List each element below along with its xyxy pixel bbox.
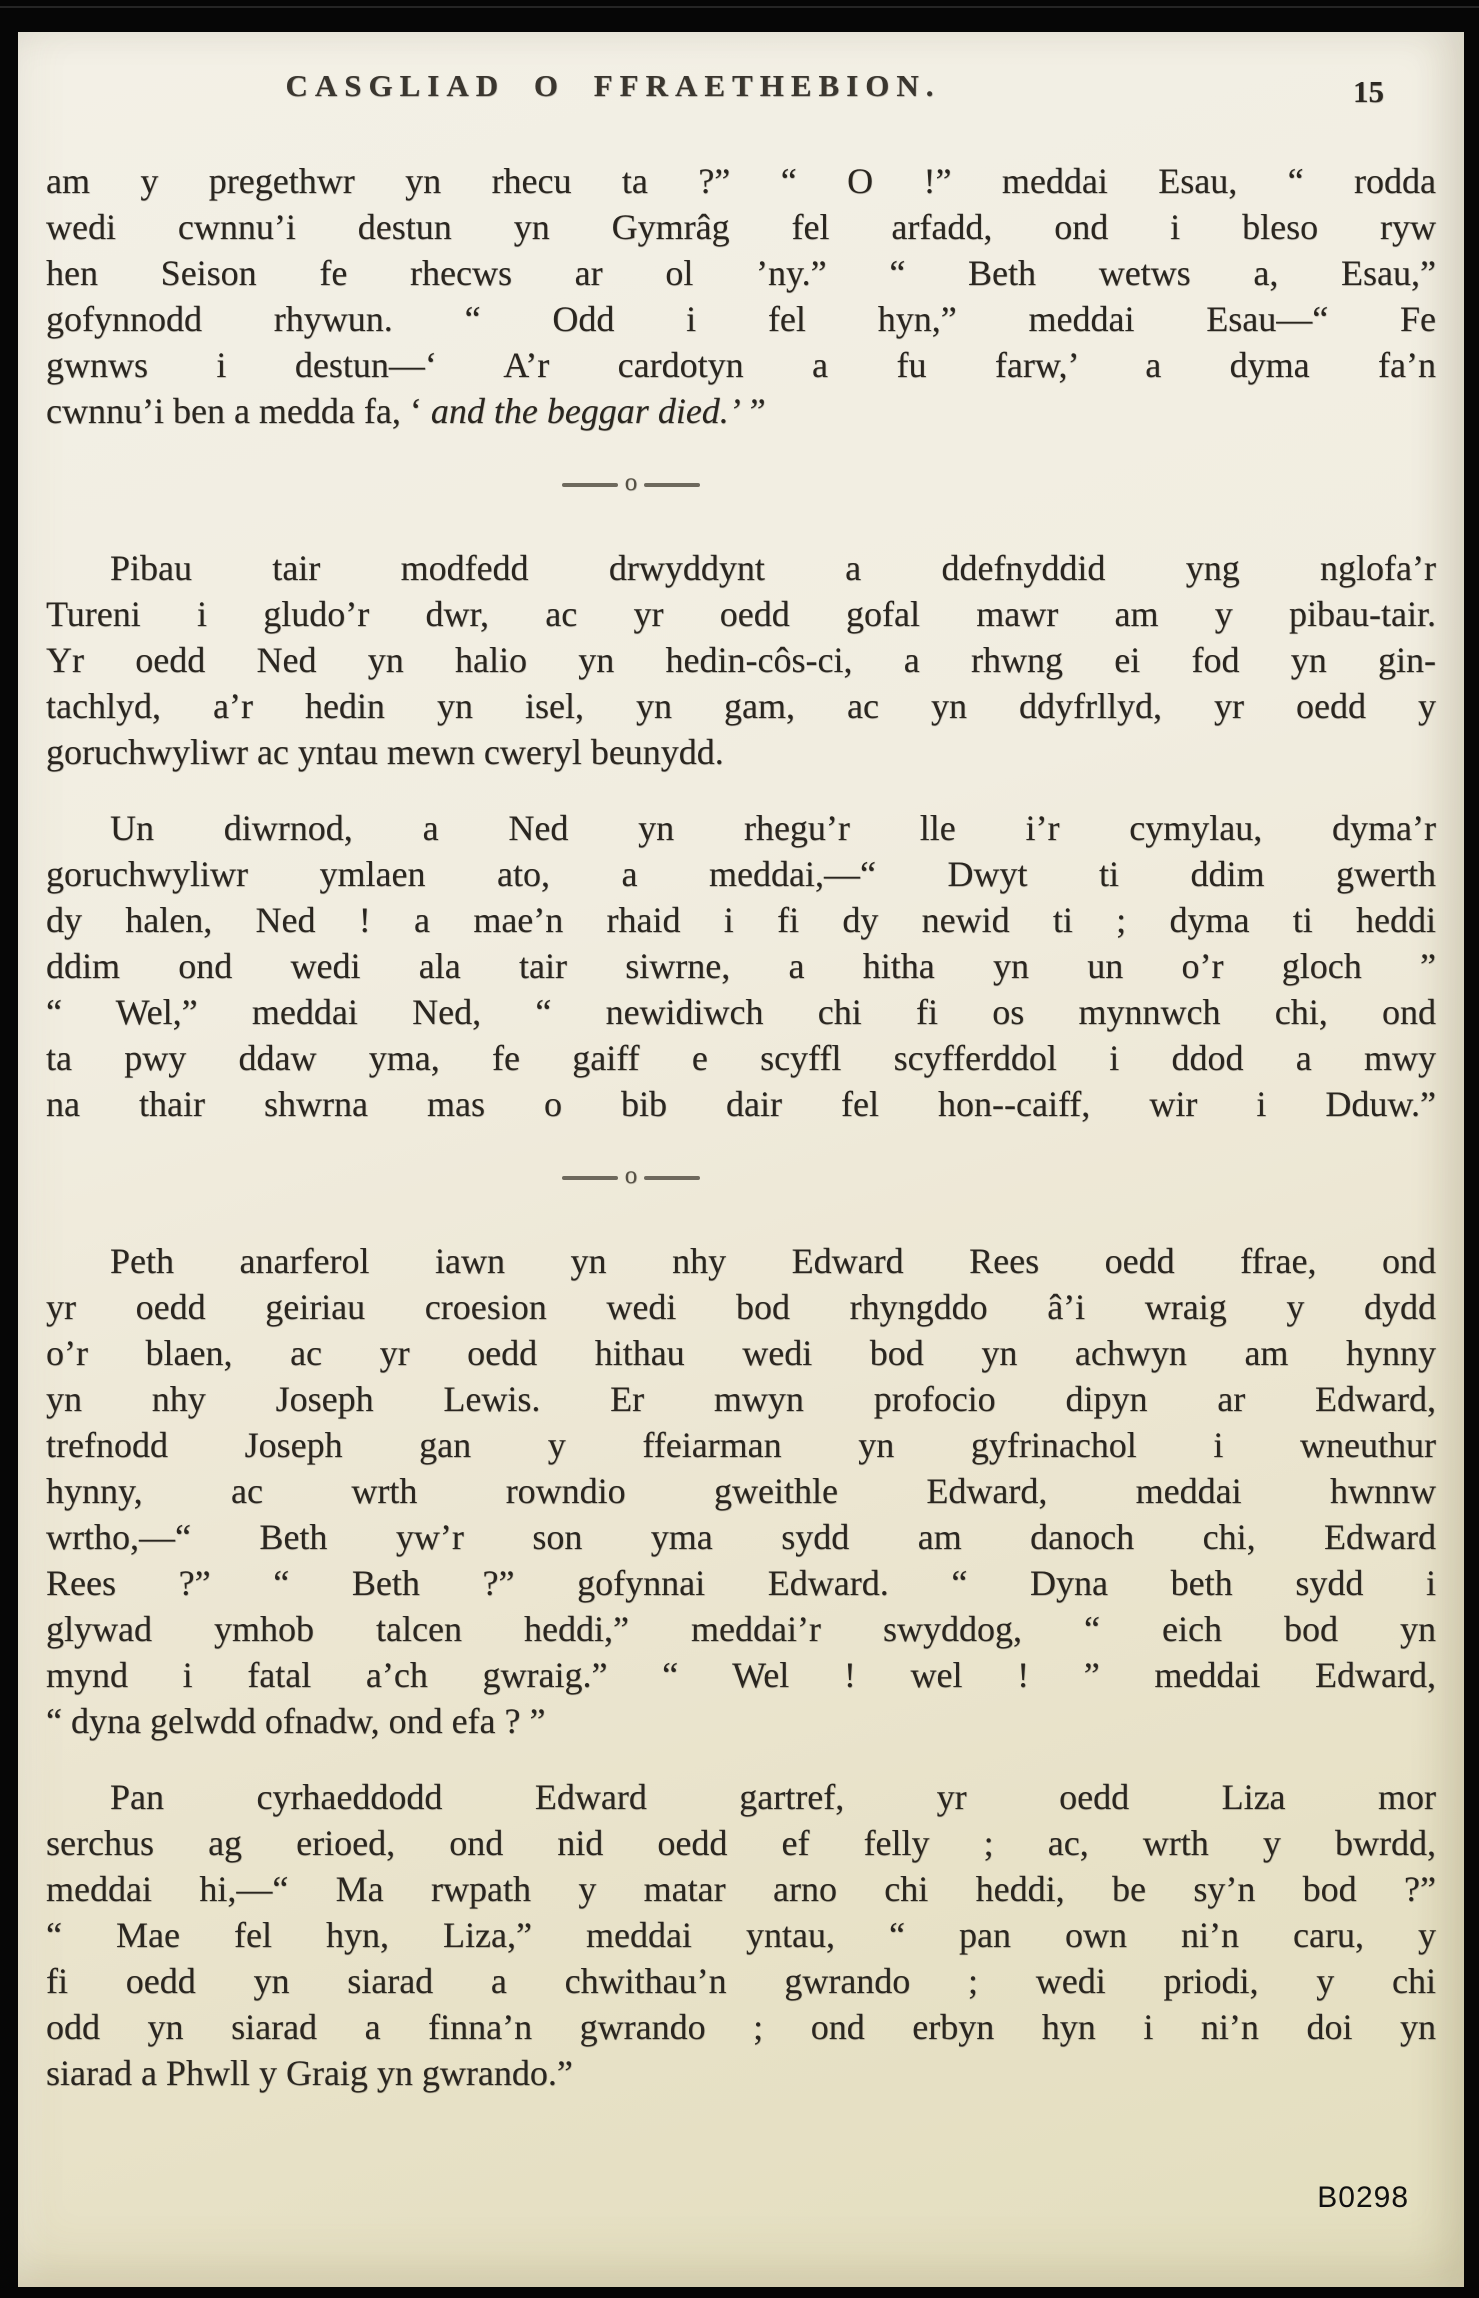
divider-dash: [562, 1176, 618, 1180]
page-number: 15: [1353, 74, 1384, 109]
text-segment: tachlyd, a’r hedin yn isel, yn gam, ac yn ddyfrllyd, yr oedd y: [46, 686, 1436, 726]
text-segment: mynd i fatal a’ch gwraig.” “ Wel ! wel ! ” meddai Edward,: [46, 1655, 1436, 1695]
text-segment: ddim ond wedi ala tair siwrne, a hitha yn un o’r gloch ”: [46, 946, 1436, 986]
text-segment: meddai hi,—“ Ma rwpath y matar arno chi heddi, be sy’n bod ?”: [46, 1869, 1436, 1909]
text-line: [46, 591, 1436, 637]
text-line: [46, 1866, 1436, 1912]
divider-ornament: o: [624, 1162, 638, 1189]
text-segment: wrtho,—“ Beth yw’r son yma sydd am danoch chi, Edward: [46, 1517, 1436, 1557]
text-line: [46, 1376, 1436, 1422]
page-header: [46, 68, 1436, 120]
paragraph: [46, 1774, 1436, 2096]
text-line: [46, 943, 1436, 989]
text-line: [46, 250, 1436, 296]
text-segment: Tureni i gludo’r dwr, ac yr oedd gofal mawr am y pibau-tair.: [46, 594, 1436, 634]
text-line: [46, 545, 1436, 591]
text-segment: Yr oedd Ned yn halio yn hedin-côs-ci, a rhwng ei fod yn gin-: [46, 640, 1436, 680]
text-segment: o’r blaen, ac yr oedd hithau wedi bod yn achwyn am hynny: [46, 1333, 1436, 1373]
text-line: [46, 897, 1436, 943]
paragraph: [46, 545, 1436, 775]
text-line: [46, 2004, 1436, 2050]
text-line: [46, 204, 1436, 250]
text-line: [46, 1238, 1436, 1284]
text-segment: cwnnu’i ben a medda fa, ‘: [46, 391, 431, 431]
text-segment: goruchwyliwr ac yntau mewn cweryl beunydd.: [46, 732, 724, 772]
text-line: [46, 851, 1436, 897]
text-segment: “ Wel,” meddai Ned, “ newidiwch chi fi os mynnwch chi, ond: [46, 992, 1436, 1032]
text-line: [46, 1774, 1436, 1820]
text-segment: Pibau tair modfedd drwyddynt a ddefnyddid yng nglofa’r: [110, 548, 1436, 588]
text-segment: am y pregethwr yn rhecu ta ?” “ O !” meddai Esau, “ rodda: [46, 161, 1436, 201]
paragraph: [46, 158, 1436, 434]
text-line: [46, 683, 1436, 729]
text-line: [46, 1912, 1436, 1958]
text-line: [46, 805, 1436, 851]
text-segment: dy halen, Ned ! a mae’n rhaid i fi dy newid ti ; dyma ti heddi: [46, 900, 1436, 940]
text-segment: Un diwrnod, a Ned yn rhegu’r lle i’r cymylau, dyma’r: [110, 808, 1436, 848]
text-line: [46, 1560, 1436, 1606]
text-line: [46, 1698, 1436, 1744]
section-divider: [0, 1162, 1326, 1190]
text-line: [46, 989, 1436, 1035]
text-segment: “ Mae fel hyn, Liza,” meddai yntau, “ pan own ni’n caru, y: [46, 1915, 1436, 1955]
text-line: [46, 729, 1436, 775]
text-line: [46, 1958, 1436, 2004]
text-segment: yr oedd geiriau croesion wedi bod rhyngddo â’i wraig y dydd: [46, 1287, 1436, 1327]
running-title: CASGLIAD O FFRAETHEBION.: [285, 68, 941, 103]
italic-text-segment: and the beggar died.’ ”: [430, 391, 766, 431]
divider-dash: [644, 1176, 700, 1180]
text-line: [46, 158, 1436, 204]
divider-dash: [562, 483, 618, 487]
text-line: [46, 296, 1436, 342]
text-segment: goruchwyliwr ymlaen ato, a meddai,—“ Dwyt ti ddim gwerth: [46, 854, 1436, 894]
scan-frame-highlight: [0, 6, 1479, 8]
paragraph: [46, 805, 1436, 1127]
divider-dash: [644, 483, 700, 487]
text-line: [46, 1422, 1436, 1468]
paragraph: [46, 1238, 1436, 1744]
text-segment: na thair shwrna mas o bib dair fel hon--caiff, wir i Dduw.”: [46, 1084, 1436, 1124]
catalog-stamp: B0298: [1317, 2181, 1409, 2214]
text-line: [46, 1606, 1436, 1652]
book-page: [18, 32, 1464, 2287]
text-line: [46, 1035, 1436, 1081]
page-content: [46, 158, 1436, 2096]
text-segment: gofynnodd rhywun. “ Odd i fel hyn,” meddai Esau—“ Fe: [46, 299, 1436, 339]
text-line: [46, 1081, 1436, 1127]
text-line: [46, 1284, 1436, 1330]
text-line: [46, 1652, 1436, 1698]
text-line: [46, 388, 1436, 434]
text-segment: siarad a Phwll y Graig yn gwrando.”: [46, 2053, 573, 2093]
text-segment: yn nhy Joseph Lewis. Er mwyn profocio dipyn ar Edward,: [46, 1379, 1436, 1419]
text-segment: odd yn siarad a finna’n gwrando ; ond erbyn hyn i ni’n doi yn: [46, 2007, 1436, 2047]
text-segment: hen Seison fe rhecws ar ol ’ny.” “ Beth wetws a, Esau,”: [46, 253, 1436, 293]
section-divider: [0, 469, 1326, 497]
text-segment: Pan cyrhaeddodd Edward gartref, yr oedd Liza mor: [110, 1777, 1436, 1817]
text-segment: “ dyna gelwdd ofnadw, ond efa ? ”: [46, 1701, 546, 1741]
text-line: [46, 2050, 1436, 2096]
text-segment: fi oedd yn siarad a chwithau’n gwrando ; wedi priodi, y chi: [46, 1961, 1436, 2001]
text-segment: glywad ymhob talcen heddi,” meddai’r swyddog, “ eich bod yn: [46, 1609, 1436, 1649]
text-segment: hynny, ac wrth rowndio gweithle Edward, meddai hwnnw: [46, 1471, 1436, 1511]
text-line: [46, 637, 1436, 683]
text-segment: gwnws i destun—‘ A’r cardotyn a fu farw,’ a dyma fa’n: [46, 345, 1436, 385]
text-line: [46, 1468, 1436, 1514]
text-segment: wedi cwnnu’i destun yn Gymrâg fel arfadd, ond i bleso ryw: [46, 207, 1436, 247]
text-segment: Peth anarferol iawn yn nhy Edward Rees oedd ffrae, ond: [110, 1241, 1436, 1281]
text-line: [46, 1514, 1436, 1560]
text-segment: trefnodd Joseph gan y ffeiarman yn gyfrinachol i wneuthur: [46, 1425, 1436, 1465]
text-segment: Rees ?” “ Beth ?” gofynnai Edward. “ Dyna beth sydd i: [46, 1563, 1436, 1603]
text-line: [46, 342, 1436, 388]
divider-ornament: o: [624, 469, 638, 496]
text-segment: serchus ag erioed, ond nid oedd ef felly ; ac, wrth y bwrdd,: [46, 1823, 1436, 1863]
text-line: [46, 1820, 1436, 1866]
text-segment: ta pwy ddaw yma, fe gaiff e scyffl scyfferddol i ddod a mwy: [46, 1038, 1436, 1078]
text-line: [46, 1330, 1436, 1376]
